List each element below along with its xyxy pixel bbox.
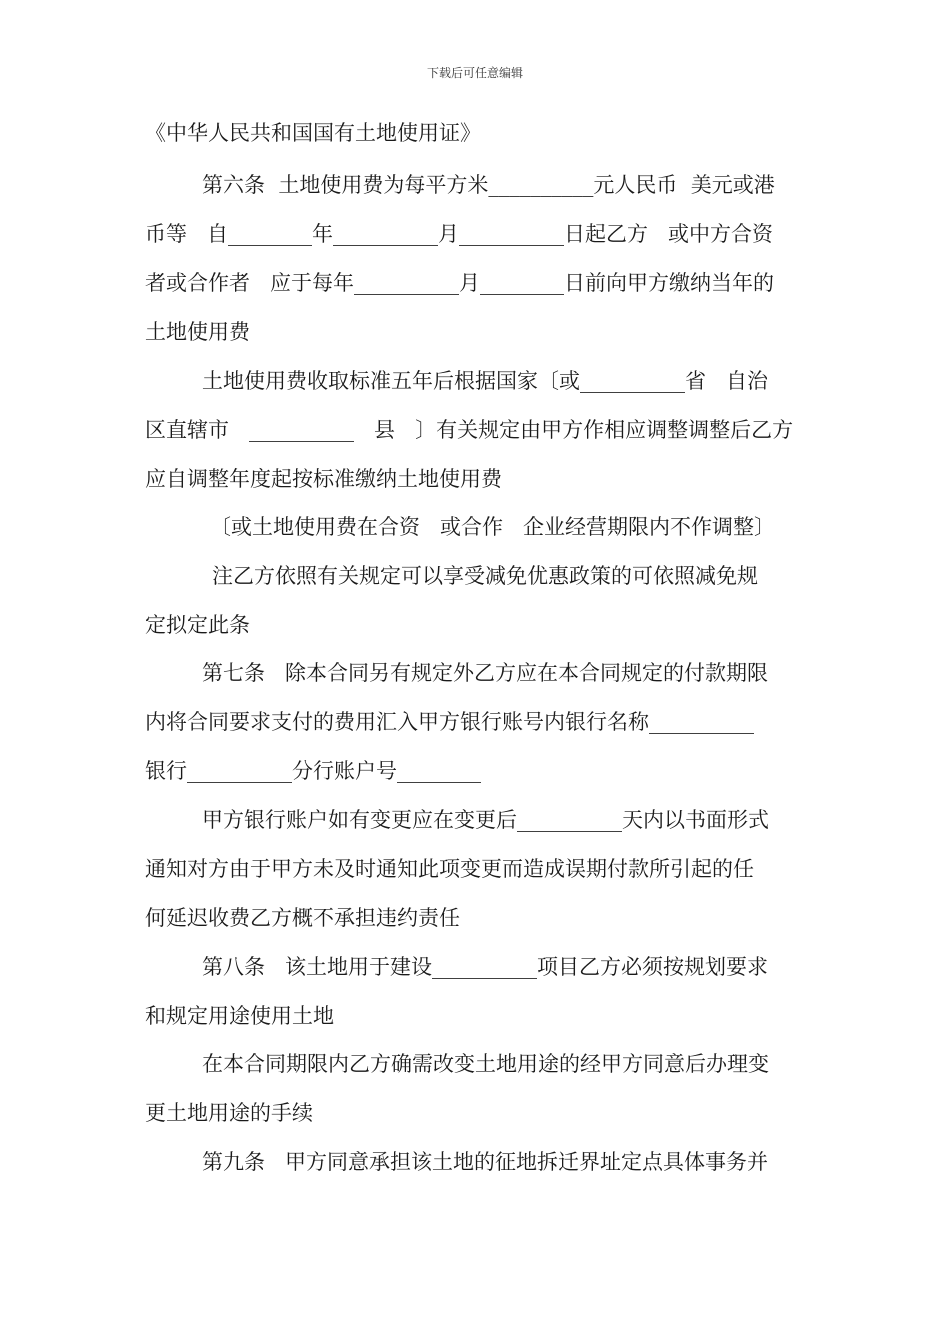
article-9-line-1: 第九条 甲方同意承担该土地的征地拆迁界址定点具体事务并	[202, 1150, 769, 1174]
bank-change-line-3: 何延迟收费乙方概不承担违约责任	[145, 906, 460, 930]
bank-change-line-2: 通知对方由于甲方未及时通知此项变更而造成误期付款所引起的任	[145, 857, 754, 881]
fee-adjust-line-2: 区直辖市 __________ 县 〕有关规定由甲方作相应调整调整后乙方	[145, 418, 794, 442]
bank-change-line-1: 甲方银行账户如有变更应在变更后__________天内以书面形式	[202, 808, 769, 832]
article-8-line-1: 第八条 该土地用于建设__________项目乙方必须按规划要求	[202, 955, 769, 979]
article-8-line-2: 和规定用途使用土地	[145, 1004, 334, 1028]
article-7-line-2: 内将合同要求支付的费用汇入甲方银行账号内银行名称__________	[145, 710, 754, 734]
land-use-change-line-1: 在本合同期限内乙方确需改变土地用途的经甲方同意后办理变	[202, 1052, 769, 1076]
article-6-line-1: 第六条 土地使用费为每平方米__________元人民币 美元或港	[202, 173, 775, 197]
fee-adjust-line-1: 土地使用费收取标准五年后根据国家〔或__________省 自治	[202, 369, 769, 393]
fee-adjust-line-3: 应自调整年度起按标准缴纳土地使用费	[145, 467, 502, 491]
article-7-line-1: 第七条 除本合同另有规定外乙方应在本合同规定的付款期限	[202, 661, 769, 685]
document-title-line: 《中华人民共和国国有土地使用证》	[145, 121, 481, 145]
page-header: 下载后可任意编辑	[426, 66, 523, 80]
note-line-2: 定拟定此条	[145, 613, 250, 637]
note-line-1: 注乙方依照有关规定可以享受减免优惠政策的可依照减免规	[212, 564, 758, 588]
fee-no-adjust-line: 〔或土地使用费在合资 或合作 企业经营期限内不作调整〕	[210, 515, 776, 539]
land-use-change-line-2: 更土地用途的手续	[145, 1101, 313, 1125]
article-6-line-3: 者或合作者 应于每年__________月________日前向甲方缴纳当年的	[145, 271, 775, 295]
article-6-line-2: 币等 自________年__________月__________日起乙方 或中方合资	[145, 222, 774, 246]
article-7-line-3: 银行__________分行账户号________	[145, 759, 481, 783]
article-6-line-4: 土地使用费	[145, 320, 250, 344]
